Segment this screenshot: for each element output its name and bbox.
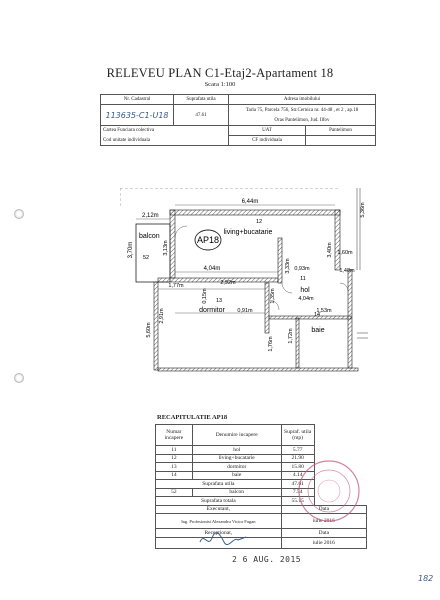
- recap-cell: 5.77: [281, 446, 314, 455]
- floor-plan: [120, 188, 368, 380]
- recap-cell: 12: [156, 454, 193, 463]
- signature-icon: [196, 528, 250, 550]
- dim-label: 3,40m: [327, 242, 333, 258]
- room-name-living: living+bucatarie: [223, 229, 273, 236]
- recap-st-value: 55.15: [281, 497, 314, 506]
- recap-cell: balcon: [192, 488, 281, 497]
- page-number: 182: [418, 574, 434, 583]
- room-name-balcon: balcon: [139, 233, 160, 240]
- nr-cadastral-value: 113635-C1-U18: [101, 105, 174, 126]
- dim-label: 2,91m: [159, 308, 165, 324]
- room-name-baie: baie: [311, 327, 325, 334]
- room-num-living: 12: [255, 219, 263, 225]
- recap-cell: 13: [156, 463, 193, 472]
- recap-su-label: Suprafata utila: [156, 480, 282, 489]
- cf-label: CF individuala: [229, 136, 306, 146]
- recap-cell: 15.80: [281, 463, 314, 472]
- dim-label: 4,04m: [203, 266, 221, 272]
- recap-receptionat-label: Receptionat,: [156, 529, 282, 538]
- dim-label: 0,15m: [202, 288, 208, 304]
- dim-label: 4,04m: [298, 296, 314, 302]
- dim-label: 5,36m: [360, 202, 366, 218]
- adresa-label: Adresa imobilului: [229, 95, 376, 105]
- cadastral-info-table: [100, 94, 376, 146]
- adresa-value-2: Oras Pantelimon, Jud. Ilfov: [229, 115, 376, 126]
- recap-su-value: 47.61: [281, 480, 314, 489]
- recap-cell: 21.90: [281, 454, 314, 463]
- dim-label: 2,12m: [142, 213, 159, 219]
- dim-label: 1,48m: [339, 268, 355, 274]
- official-stamp-icon: [296, 458, 362, 524]
- punch-hole: [14, 209, 24, 219]
- recap-data-label: Data: [281, 505, 366, 514]
- recap-st-label: Suprafata totala: [156, 497, 282, 506]
- table-row: [156, 529, 367, 538]
- room-name-dormitor: dormitor: [199, 307, 225, 314]
- dim-label: 0,93m: [294, 266, 310, 272]
- recap-cell: 14: [156, 471, 193, 480]
- room-num-dormitor: 13: [215, 298, 223, 304]
- dim-label: 3,13m: [163, 240, 169, 256]
- recap-receptionat-date: iulie 2016: [281, 537, 366, 548]
- recap-data-label: Data: [281, 529, 366, 538]
- recap-cell: 4.14: [281, 471, 314, 480]
- dim-label: 1,60m: [337, 250, 353, 256]
- recap-cell: 11: [156, 446, 193, 455]
- suprafata-value: 47.61: [174, 105, 229, 126]
- recap-cell: living+bucatarie: [192, 454, 281, 463]
- dim-label: 5,60m: [146, 322, 152, 338]
- recap-title: RECAPITULATIE AP18: [157, 414, 228, 421]
- recap-col-num: Numar incapere: [156, 425, 193, 446]
- dim-label: 6,44m: [241, 199, 259, 205]
- recap-cell: 7.54: [281, 488, 314, 497]
- recap-col-area: Supraf. utila (mp): [281, 425, 314, 446]
- dim-label: 1,77m: [168, 283, 184, 289]
- cod-unitate-label: Cod unitate individuala: [101, 136, 229, 146]
- room-num-hol: 11: [300, 276, 306, 282]
- recap-cell: 52: [156, 488, 193, 497]
- cf-value: [306, 136, 376, 146]
- page-title: RELEVEU PLAN C1-Etaj2-Apartament 18: [106, 66, 334, 80]
- recap-executant-name: Ing. Profesionist Alexandru Victor Fugan: [156, 514, 282, 529]
- recap-cell: dormitor: [192, 463, 281, 472]
- recap-blank: [314, 425, 366, 446]
- recap-executant-label: Executant,: [156, 505, 282, 514]
- dim-label: 1,53m: [316, 308, 332, 314]
- room-num-baie: 14: [313, 312, 321, 318]
- date-stamp: 2 6 AUG. 2015: [232, 555, 302, 564]
- nr-cadastral-label: Nr. Cadastral: [101, 95, 174, 105]
- recap-cell: hol: [192, 446, 281, 455]
- dim-label: 0,91m: [237, 308, 253, 314]
- recap-blank: [314, 446, 366, 455]
- uat-label: UAT: [229, 126, 306, 136]
- dim-label: 3,33m: [285, 258, 291, 274]
- dim-label: 1,72m: [288, 328, 294, 344]
- uat-value: Pantelimon: [306, 126, 376, 136]
- recap-cell: baie: [192, 471, 281, 480]
- scale-label: Scara 1:100: [204, 81, 236, 88]
- table-row: [156, 537, 367, 548]
- room-num-balcon: 52: [142, 255, 150, 261]
- dim-label: 1,76m: [268, 336, 274, 352]
- punch-hole: [14, 373, 24, 383]
- room-name-hol: hol: [300, 287, 310, 294]
- dim-label: 2,92m: [220, 280, 236, 286]
- dim-label: 1,35m: [270, 288, 276, 304]
- suprafata-label: Suprafata utila: [174, 95, 229, 105]
- table-row: [156, 446, 367, 455]
- recap-executant-date: iulie 2016: [281, 514, 366, 529]
- adresa-value-1: Tarla 75, Parcela 756, Str.Cernica nr. 44-48 , et 2 , ap.18: [229, 105, 376, 116]
- dim-label: 3,70m: [128, 241, 134, 259]
- recap-col-name: Denumire incapere: [192, 425, 281, 446]
- carte-funciara-label: Cartea Funciara colectiva: [101, 126, 229, 136]
- apartment-label: AP18: [196, 235, 220, 245]
